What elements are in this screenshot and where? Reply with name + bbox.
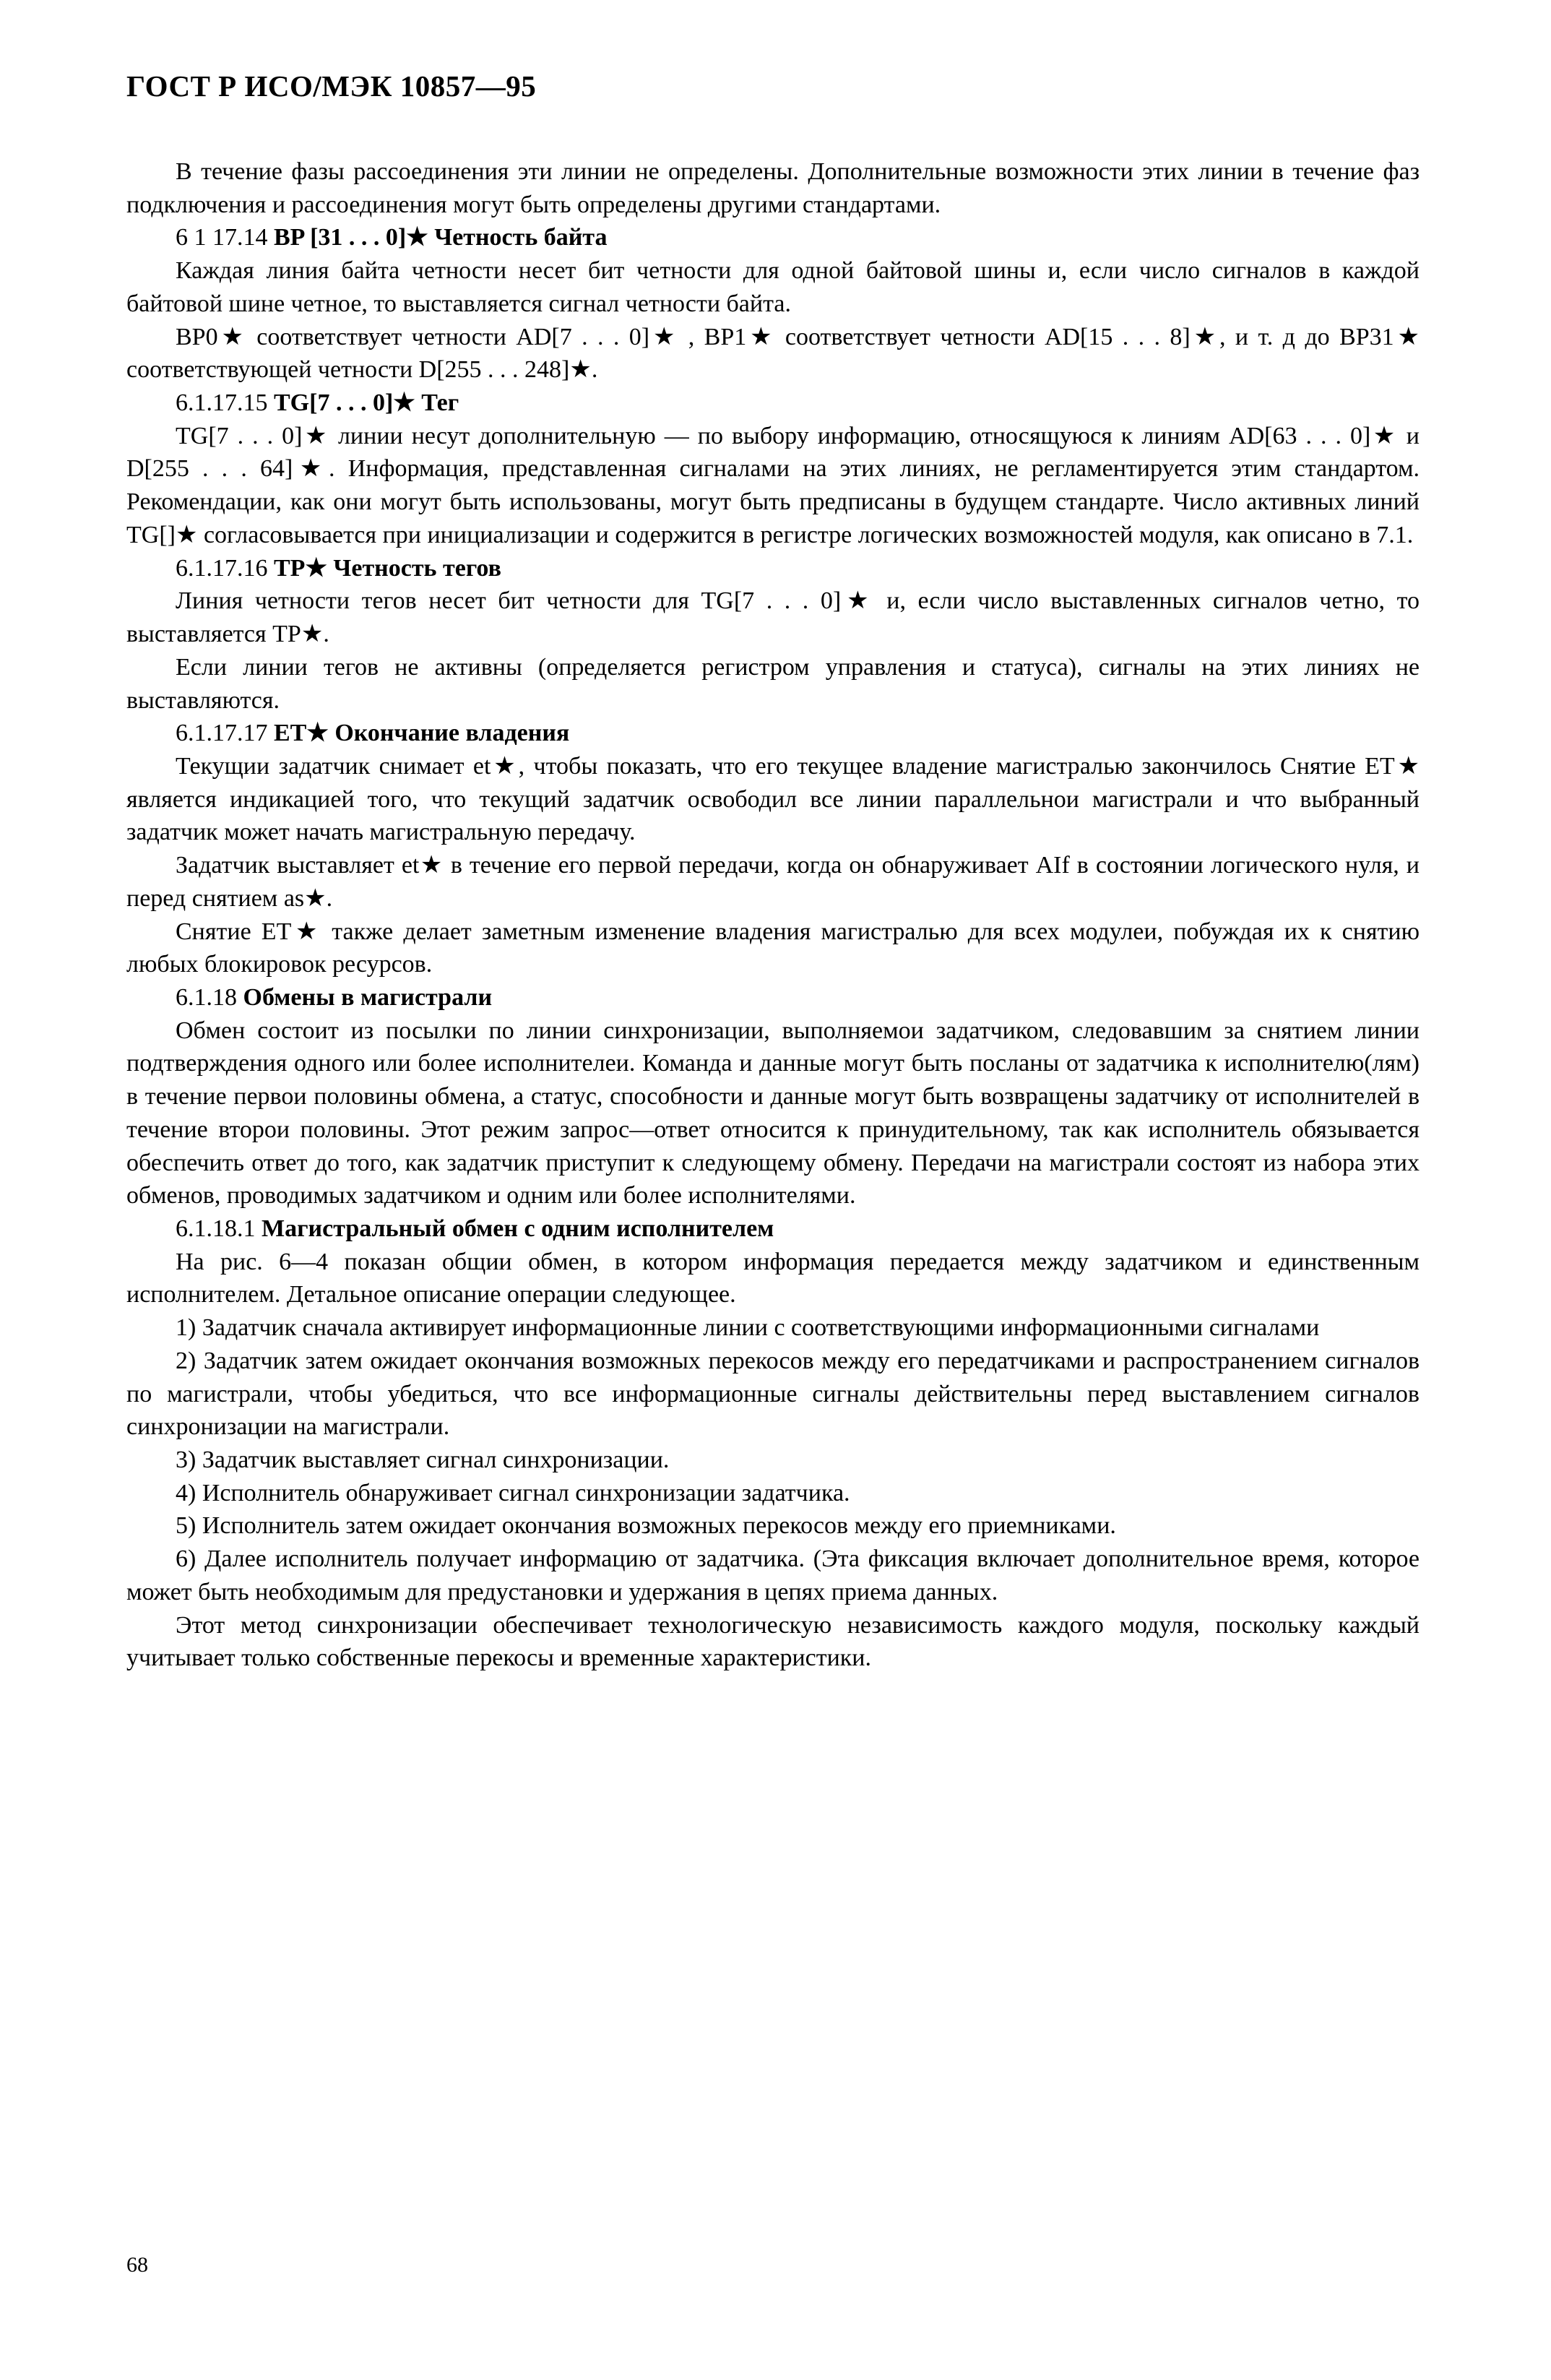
- paragraph: В течение фазы рассоединения эти линии не определены. Дополнительные возможности этих линии в течение фаз подключения и рассоединения могут быть определены другими стандартами.: [126, 158, 1420, 218]
- paragraph: 3) Задатчик выставляет сигнал синхронизации.: [176, 1446, 670, 1474]
- paragraph: TG[7 . . . 0]★ линии несут дополнительную — по выбору информацию, относящуюся к линиям AD[63 . . . 0]★ и D[255 . . . 64]★. Информация, представленная сигналами на этих линиях, не регламентируется этим стандартом. Рекомендации, как они могут быть использованы, могут быть предписаны в будущем стандарте. Число активных линий TG[]★ согласовывается при инициализации и содержится в регистре логических возможностей модуля, как описано в 7.1.: [126, 422, 1420, 548]
- section-number: 6.1.18.1: [176, 1215, 256, 1242]
- paragraph: Если линии тегов не активны (определяется регистром управления и статуса), сигналы на этих линиях не выставляются.: [126, 653, 1420, 714]
- page-content: [126, 69, 1420, 1675]
- section-title: TG[7 . . . 0]★ Тег: [274, 389, 459, 417]
- section-title: TP★ Четность тегов: [274, 554, 501, 582]
- paragraph: 5) Исполнитель затем ожидает окончания возможных перекосов между его приемниками.: [176, 1512, 1116, 1540]
- paragraph: BP0★ соответствует четности AD[7 . . . 0]★ , BP1★ соответствует четности AD[15 . . . 8]★, и т. д до BP31★ соответствующей четности D[255 . . . 248]★.: [126, 323, 1420, 384]
- paragraph: 4) Исполнитель обнаруживает сигнал синхронизации задатчика.: [176, 1479, 850, 1506]
- section-title: Обмены в магистрали: [243, 983, 493, 1011]
- paragraph: Каждая линия байта четности несет бит четности для одной байтовой шины и, если число сигналов в каждой байтовой шине четное, то выставляется сигнал четности байта.: [126, 257, 1420, 317]
- section-number: 6.1.17.17: [176, 720, 268, 747]
- section-title: BP [31 . . . 0]★ Четность байта: [274, 224, 608, 251]
- section-heading: [126, 1212, 1420, 1246]
- section-title: Магистральный обмен с одним исполнителем: [262, 1215, 774, 1242]
- section-heading: [126, 981, 1420, 1014]
- paragraph: Снятие ЕТ★ также делает заметным изменение владения магистралью для всех модулеи, побуждая их к снятию любых блокировок ресурсов.: [126, 918, 1420, 978]
- paragraph: На рис. 6—4 показан общии обмен, в котором информация передается между задатчиком и единственным исполнителем. Детальное описание операции следующее.: [126, 1248, 1420, 1308]
- section-title: ET★ Окончание владения: [274, 720, 570, 747]
- section-heading: [126, 717, 1420, 750]
- paragraph: 2) Задатчик затем ожидает окончания возможных перекосов между его передатчиками и распространением сигналов по магистрали, чтобы убедиться, что все информационные сигналы действительны перед выставлением сигналов синхронизации на магистрали.: [126, 1347, 1420, 1441]
- section-number: 6 1 17.14: [176, 224, 268, 251]
- paragraph: Линия четности тегов несет бит четности для TG[7 . . . 0]★ и, если число выставленных сигналов четно, то выставляется TP★.: [126, 587, 1420, 648]
- paragraph: Обмен состоит из посылки по линии синхронизации, выполняемои задатчиком, следовавшим за снятием линии подтверждения одного или более исполнителеи. Команда и данные могут быть посланы от задатчика к исполнителю(лям) в течение первои половины обмена, а статус, способности и данные могут быть возвращены задатчику от исполнителей в течение второи половины. Этот режим запрос—ответ относится к принудительному, так как исполнитель обязывается обеспечить ответ до того, как задатчик приступит к следующему обмену. Передачи на магистрали состоят из набора этих обменов, проводимых задатчиком и одним или более исполнителями.: [126, 1017, 1420, 1210]
- paragraph: Этот метод синхронизации обеспечивает технологическую независимость каждого модуля, поскольку каждый учитывает только собственные перекосы и временные характеристики.: [126, 1611, 1420, 1672]
- document-header: ГОСТ Р ИСО/МЭК 10857—95: [126, 69, 537, 103]
- section-number: 6.1.17.16: [176, 554, 268, 582]
- section-number: 6.1.17.15: [176, 389, 268, 417]
- paragraph: 1) Задатчик сначала активирует информационные линии с соответствующими информационными сигналами: [176, 1314, 1320, 1342]
- section-heading: [126, 387, 1420, 420]
- section-number: 6.1.18: [176, 983, 237, 1011]
- section-heading: [126, 221, 1420, 254]
- section-heading: [126, 552, 1420, 585]
- paragraph: 6) Далее исполнитель получает информацию от задатчика. (Эта фиксация включает дополнительное время, которое может быть необходимым для предустановки и удержания в цепях приема данных.: [126, 1545, 1420, 1605]
- paragraph: Задатчик выставляет et★ в течение его первой передачи, когда он обнаруживает AIf в состоянии логического нуля, и перед снятием as★.: [126, 852, 1420, 912]
- page-number: 68: [126, 2253, 148, 2277]
- paragraph: Текущии задатчик снимает et★, чтобы показать, что его текущее владение магистралью закончилось Снятие ЕТ★ является индикацией того, что текущий задатчик освободил все линии параллельнои магистрали и что выбранный задатчик может начать магистральную передачу.: [126, 752, 1420, 846]
